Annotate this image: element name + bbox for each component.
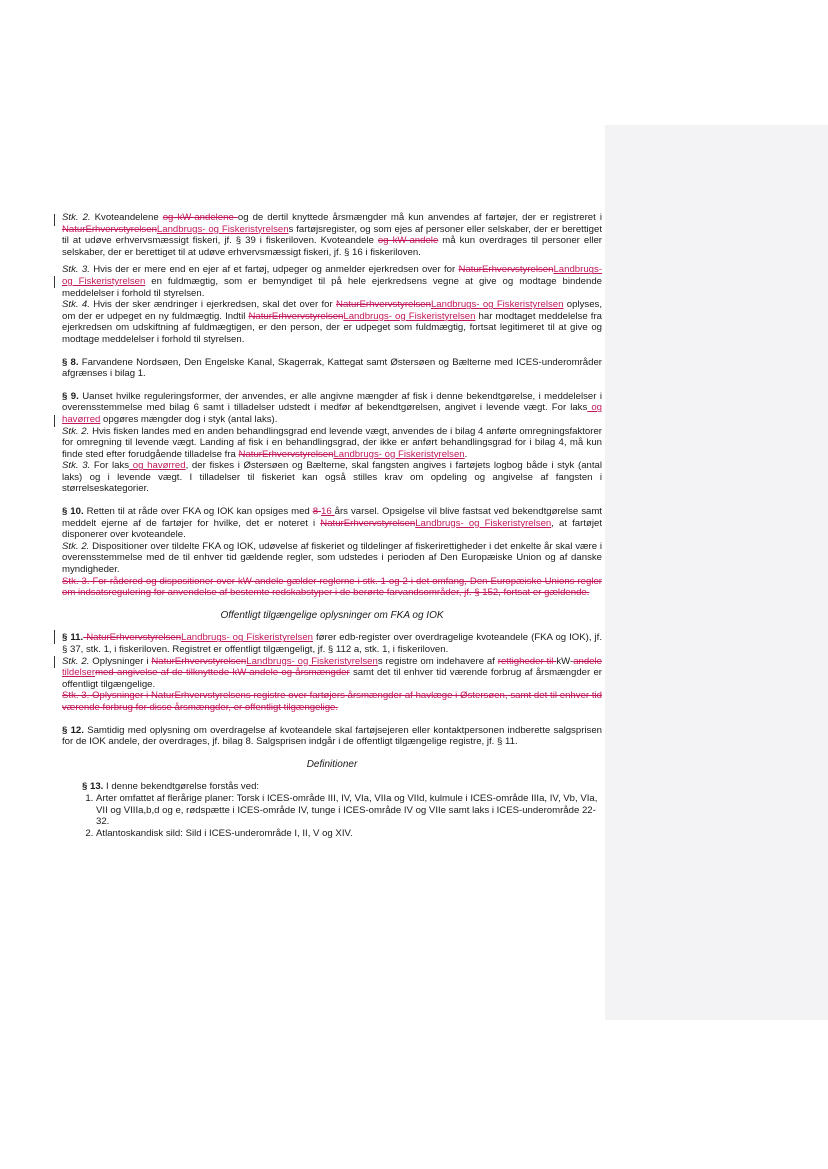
stk-label: Stk. 3. <box>62 264 90 276</box>
stk-label: Stk. 3. <box>62 460 91 472</box>
deleted-text: 8 <box>312 506 322 518</box>
deleted-text: NaturErhvervstyrelsen <box>151 655 247 667</box>
text: oplyses, om der er udpeget en ny fuldmægtig. Indtil <box>62 299 602 322</box>
definition-list <box>62 793 602 839</box>
text: . <box>464 448 468 460</box>
change-bar <box>54 214 55 226</box>
section-8 <box>62 357 602 380</box>
inserted-text: og havørred <box>62 402 602 425</box>
inserted-text: Landbrugs- og Fiskeristyrelsen <box>333 448 465 460</box>
section-label: § 8. <box>62 356 79 368</box>
text: har modtaget meddelelse fra ejerkredsen om udskiftning af fuldmægtigen, er den person, der er udpeget som fuldmægtig, fortsat legitimeret til at give og modtage meddelelser i forhold til styrelsen. <box>62 310 602 345</box>
inserted-text: 16 <box>321 506 335 518</box>
change-bar <box>54 276 55 288</box>
inserted-text: tildelser <box>62 667 96 679</box>
inserted-text: Landbrugs- og Fiskeristyrelsen <box>62 264 602 287</box>
deleted-text: NaturErhvervstyrelsen <box>62 223 157 235</box>
text: Hvis der er mere end en ejer af et fartøj, udpeger og anmelder ejerkredsen over for <box>89 264 459 276</box>
paragraph <box>62 426 602 461</box>
change-bar <box>54 630 55 644</box>
text: fører edb-register over overdragelige kvoteandele (FKA og IOK), jf. § 37, stk. 1, i fiskeriloven. Registret er offentligt tilgængeligt, jf. § 112 a, stk. 1, i fiskeriloven. <box>62 632 603 655</box>
text: , der fiskes i Østersøen og Bælterne, skal fangsten angives i fartøjets logbog både i styk (antal laks) og i levende vægt. I tilladelser til fiskeriet kan også stilles krav om opdeling og angivelse af fangsten i størrelseskategorier. <box>62 460 602 495</box>
text: s registre om indehavere af <box>377 655 498 667</box>
stk-label: Stk. 2. <box>62 655 90 667</box>
deleted-text: andele <box>573 655 602 667</box>
deleted-text: NaturErhvervstyrelsen <box>238 448 334 460</box>
stk-label: Stk. 2. <box>62 212 91 223</box>
stk-label: Stk. 2. <box>62 425 90 437</box>
deleted-text: og kW-andelene <box>162 212 238 223</box>
text: Kvoteandelene <box>90 212 163 223</box>
list-item: 2. Atlantoskandisk sild: Sild i ICES-underområde I, II, V og XIV. <box>96 828 602 840</box>
text: en fuldmægtig, som er bemyndiget til på hele ejerkredsens vegne at give og modtage bindende meddelelser i forhold til styrelsen. <box>62 275 602 299</box>
paragraph <box>62 690 602 713</box>
inserted-text: Landbrugs- og Fiskeristyrelsen <box>415 517 552 529</box>
list-item: 1. Arter omfattet af flerårige planer: Torsk i ICES-område III, IV, VIa, VIIa og VIId, kulmule i ICES-område IIIa, IV, Vb, VIa, VII og VIIIa,b,d og e, rødspætte i ICES-område IV, tunge i ICES-område IV og VIIe samt laks i ICES-underområde 22-32. <box>96 793 602 828</box>
paragraph <box>62 212 602 258</box>
section-label: § 9. <box>62 390 79 402</box>
paragraph <box>62 632 602 655</box>
text: Retten til at råde over FKA og IOK kan opsiges med <box>83 506 313 518</box>
heading-public-info: Offentligt tilgængelige oplysninger om FKA og IOK <box>220 609 444 621</box>
section-label: § 13. <box>82 781 104 793</box>
text: Hvis fisken landes med en anden behandlingsgrad end levende vægt, anvendes de i bilag 4 anførte omregningsfaktorer for omregning til levende vægt. Landing af fisk i en behandlingsgrad, der ikke er anført behandlingsgrad for i bilag 4, må kun finde sted efter forudgående tilladelse fra <box>62 425 602 460</box>
inserted-text: og havørred <box>129 460 186 472</box>
deleted-text: NaturErhvervstyrelsen <box>336 299 431 311</box>
section-label: § 10. <box>62 506 84 518</box>
section-label: § 12. <box>62 724 84 736</box>
text: samt det til enhver tid værende forbrug af årsmængder er offentligt tilgængelige. <box>62 667 603 690</box>
section-9 <box>62 391 602 495</box>
heading-definitions: Definitioner <box>306 758 358 770</box>
deleted-text: med angivelse af de tilknyttede kW-andele og årsmængder <box>95 667 350 679</box>
text: Hvis der sker ændringer i ejerkredsen, skal det over for <box>89 299 337 311</box>
text: års varsel. Opsigelse vil blive fastsat ved bekendtgørelse samt meddelt ejerne af de fartøjer for hvilke, det er noteret i <box>62 506 602 529</box>
section-11 <box>62 632 602 713</box>
section-7-stk-4 <box>62 299 602 345</box>
change-bar <box>54 656 55 668</box>
text: Uanset hvilke reguleringsformer, der anvendes, er alle angivne mængder af fisk i denne bekendtgørelse, i meddelelser i overensstemmelse med bilag 6 samt i tilladelser udstedt i medfør af bekendtgørelsen, angivet i levende vægt. For laks <box>62 390 602 414</box>
text: Oplysninger i <box>89 655 152 667</box>
inserted-text: Landbrugs- og Fiskeristyrelsen <box>430 299 564 311</box>
text: må kun overdrages til personer eller selskaber, der er berettiget til at udøve erhvervsmæssigt fiskeri, jf. § 16 i fiskeriloven. <box>62 235 602 258</box>
stk-label: Stk. 4. <box>62 299 90 311</box>
deleted-text: Stk. 3. Oplysninger i NaturErhvervstyrelsens registre over fartøjers årsmængder af havlæge i Østersøen, samt det til enhver tid værende forbrug for disse årsmængder, er offentligt tilgængelige. <box>62 690 602 713</box>
text: I denne bekendtgørelse forstås ved: <box>103 781 260 793</box>
section-7-stk-2 <box>62 212 602 258</box>
document-page <box>62 212 602 839</box>
deleted-text: rettigheder til <box>497 655 557 667</box>
section-13 <box>62 781 602 793</box>
paragraph <box>62 391 602 426</box>
text: Farvandene Nordsøen, Den Engelske Kanal, Skagerrak, Kattegat samt Østersøen og Bælterne med ICES-underområder afgrænses i bilag 1. <box>62 356 602 380</box>
stk-label: Stk. 2. <box>62 540 90 552</box>
paragraph <box>62 541 602 576</box>
change-bar <box>54 415 55 427</box>
section-12 <box>62 725 602 748</box>
paragraph <box>62 264 602 299</box>
paragraph <box>62 576 602 599</box>
section-10 <box>62 506 602 599</box>
inserted-text: Landbrugs- og Fiskeristyrelsen <box>343 310 476 322</box>
section-7-stk-3 <box>62 264 602 299</box>
paragraph <box>62 506 602 541</box>
deleted-text: NaturErhvervstyrelsen <box>320 517 416 529</box>
text: Dispositioner over tildelte FKA og IOK, udøvelse af fiskeriet og tildelinger af fiskerirettigheder i det enkelte år skal være i overensstemmelse med de til enhver tid gældende regler, som udstedes i perioden af Den Europæiske Union og af danske myndigheder. <box>62 540 602 576</box>
text: kW- <box>556 655 574 667</box>
text: , at fartøjet disponerer over kvoteandele. <box>62 517 602 541</box>
deleted-text: Stk. 3. For rådered og dispositioner over kW-andele gælder reglerne i stk. 1 og 2 i det omfang, Den Europæiske Unions regler om indsatsregulering for anvendelse af bestemte redskabstyper i de berørte farvandsområder, jf. § 152, fortsat er gældende. <box>62 575 602 599</box>
inserted-text: Landbrugs- og Fiskeristyrelsen <box>181 632 313 644</box>
paragraph <box>62 460 602 495</box>
deleted-text: NaturErhvervstyrelsen <box>248 310 344 322</box>
paragraph <box>62 299 602 345</box>
margin-band <box>605 125 828 1020</box>
paragraph <box>62 656 602 691</box>
inserted-text: Landbrugs- og Fiskeristyrelsen <box>246 655 378 667</box>
inserted-text: Landbrugs- og Fiskeristyrelsen <box>156 223 289 235</box>
text: og de dertil knyttede årsmængder må kun anvendes af fartøjer, der er registreret i <box>237 212 602 223</box>
text: opgøres mængder dog i styk (antal laks). <box>100 413 278 425</box>
text: s fartøjsregister, og som ejes af personer eller selskaber, der er berettiget til at udøve erhvervsmæssigt fiskeri, jf. § 39 i fiskeriloven. Kvoteandele <box>62 223 602 247</box>
text: Samtidig med oplysning om overdragelse af kvoteandele skal fartøjsejeren eller kontaktpersonen indberette salgsprisen for de IOK andele, der overdrages, jf. bilag 8. Salgsprisen indgår i de offentligt tilgængelige registre, jf. § 11. <box>62 724 602 748</box>
text: For laks <box>90 460 130 472</box>
deleted-text: og kW-andele <box>377 235 439 247</box>
section-label: § 11. <box>62 632 84 644</box>
deleted-text: NaturErhvervstyrelsen <box>458 264 554 276</box>
deleted-text: NaturErhvervstyrelsen <box>83 632 182 644</box>
